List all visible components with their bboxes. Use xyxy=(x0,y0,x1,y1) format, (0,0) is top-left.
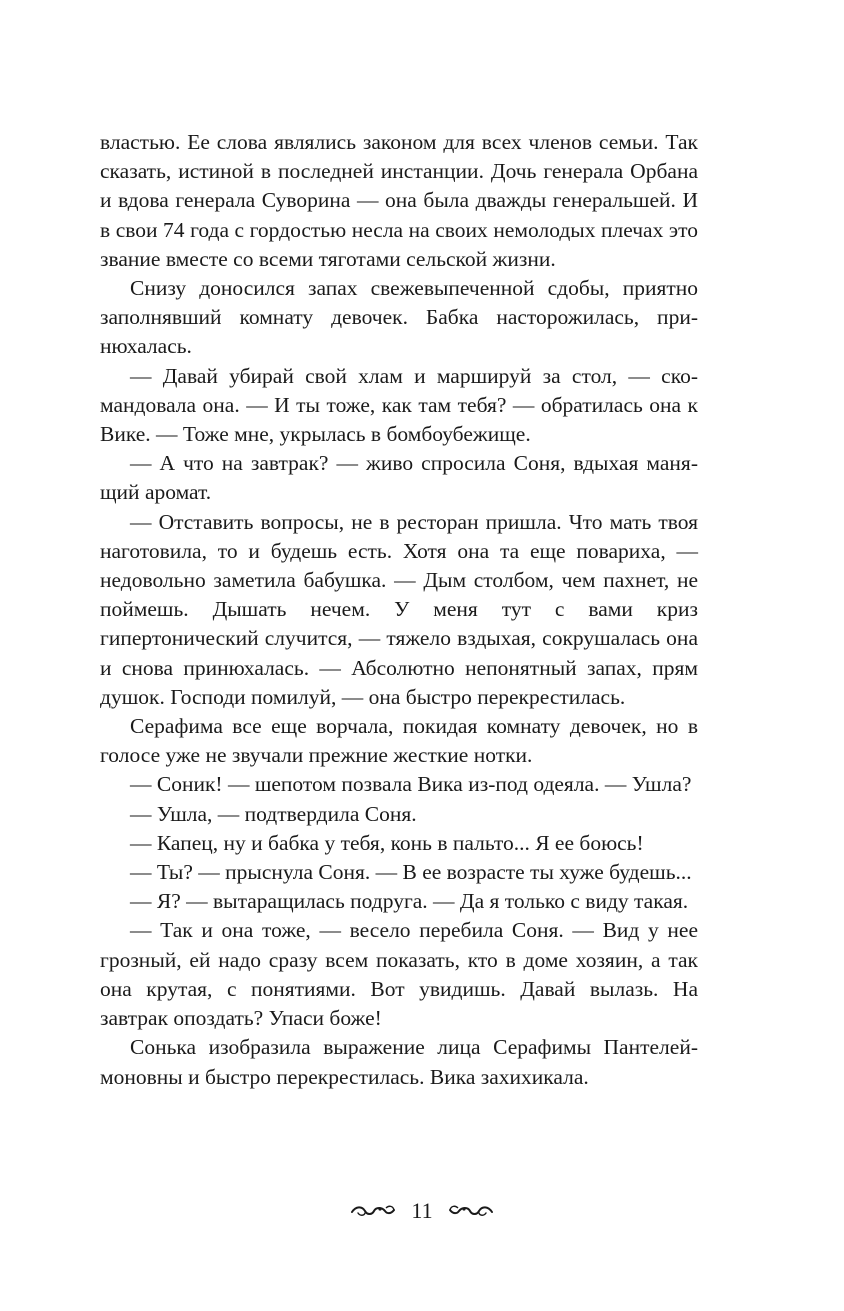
paragraph: — Ушла, — подтвердила Соня. xyxy=(130,801,417,826)
paragraph: Серафима все еще ворчала, покидая комнату девочек, но в голосе уже не звучали прежние жесткие нотки. xyxy=(100,714,698,768)
paragraph: Снизу доносился запах свежевыпеченной сдобы, приятно заполнявший комнату девочек. Бабка насторожилась, принюхалась. xyxy=(100,276,698,359)
left-flourish-icon xyxy=(350,1203,396,1219)
page-footer xyxy=(0,1196,844,1226)
paragraph: — Отставить вопросы, не в ресторан пришла. Что мать твоя наготовила, то и будешь есть. Хотя она та еще повариха, — недовольно заметила бабушка. — Дым столбом, чем пахнет, не поймешь. Дышать нечем. У меня тут с вами криз гипертонический случится, — тяжело вздыхая, сокрушалась она и снова принюхалась. — Абсолютно непонятный запах, прям душок. Господи помилуй, — она быстро перекрестилась. xyxy=(100,509,698,709)
body-text xyxy=(100,128,698,1092)
paragraph: — Я? — вытаращилась подруга. — Да я только с виду такая. xyxy=(130,889,689,914)
paragraph: — Так и она тоже, — весело перебила Соня. — Вид у нее грозный, ей надо сразу всем показать, кто в доме хозяин, а так она крутая, с понятиями. Вот увидишь. Давай вылазь. На завтрак опоздать? Упаси боже! xyxy=(100,918,698,1031)
page-number: 11 xyxy=(411,1198,433,1223)
paragraph: — Соник! — шепотом позвала Вика из-под одеяла. — Ушла? xyxy=(130,772,692,797)
paragraph: — А что на завтрак? — живо спросила Соня, вдыхая манящий аромат. xyxy=(100,451,698,505)
paragraph: властью. Ее слова являлись законом для всех членов семьи. Так сказать, истиной в последней инстанции. Дочь генерала Орбана и вдова генерала Суворина — она была дважды генеральшей. И в свои 74 года с гордостью несла на своих немолодых плечах это звание вместе со всеми тяготами сельской жизни. xyxy=(100,130,698,271)
paragraph: — Ты? — прыснула Соня. — В ее возрасте ты хуже будешь... xyxy=(130,860,692,885)
right-flourish-icon xyxy=(448,1203,494,1219)
paragraph: — Капец, ну и бабка у тебя, конь в пальто... Я ее боюсь! xyxy=(130,830,644,855)
paragraph: — Давай убирай свой хлам и маршируй за стол, — скомандовала она. — И ты тоже, как там тебя? — обратилась она к Вике. — Тоже мне, укрылась в бомбоубежище. xyxy=(100,363,698,447)
paragraph: Сонька изобразила выражение лица Серафимы Пантелеймоновны и быстро перекрестилась. Вика захихикала. xyxy=(100,1035,698,1089)
